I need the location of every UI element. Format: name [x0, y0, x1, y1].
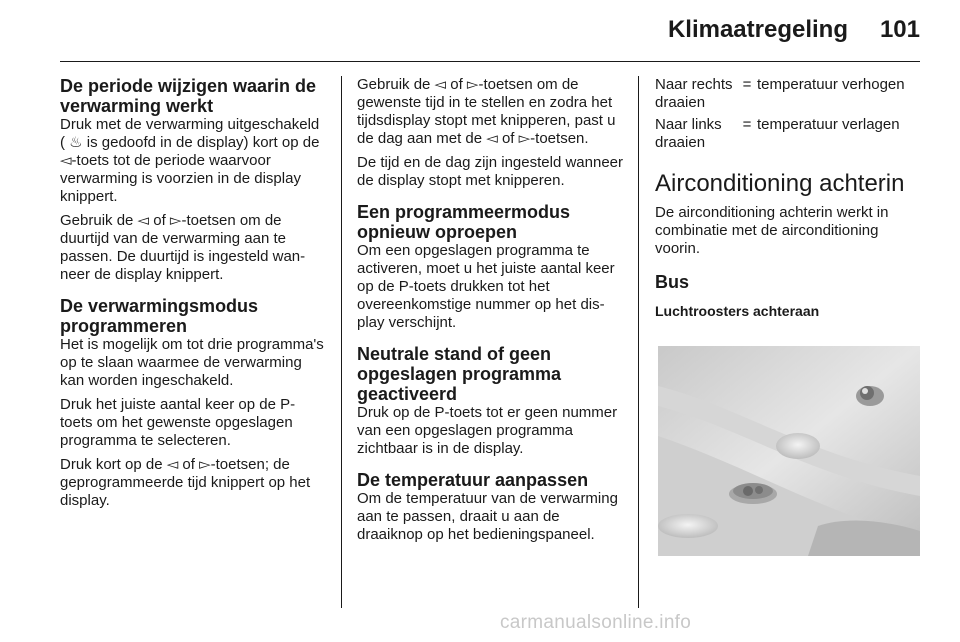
paragraph: Druk met de verwarming uitgeschakeld ( ♨ is gedoofd in de display) kort op de ◅-toets tot de periode waarvoor verwarming is voorzien in de display knippert. — [60, 116, 320, 205]
paragraph: Druk kort op de ◅ of ▻-toetsen; de geprogrammeerde tijd knippert op het display. — [60, 456, 311, 509]
watermark: carmanualsonline.info — [500, 612, 692, 633]
section-heading: De verwarmingsmodus programmeren — [60, 296, 259, 336]
subsection-heading: Bus — [655, 272, 690, 292]
paragraph: De tijd en de dag zijn ingesteld wanneer de display stopt met knipperen. — [357, 154, 624, 189]
paragraph: Om een opgeslagen programma te activeren, moet u het juiste aantal keer op de P-toets drukken tot het overeenkomstige nummer op het display verschijnt. — [357, 242, 615, 331]
table-cell: = — [742, 116, 752, 133]
column-divider — [638, 76, 639, 608]
section-heading: Airconditioning achterin — [655, 170, 905, 197]
paragraph: Druk op de P-toets tot er geen nummer van een opgeslagen programma zichtbaar is in de display. — [357, 404, 618, 457]
table-cell: Naar rechts draaien — [655, 76, 733, 111]
table-cell: temperatuur verlagen — [757, 116, 900, 133]
paragraph: Het is mogelijk om tot drie programma's op te slaan waarmee de verwarming kan worden ingeschakeld. — [60, 336, 324, 389]
table-cell: Naar links draaien — [655, 116, 722, 151]
section-heading: Neutrale stand of geen opgeslagen programma geactiveerd — [357, 344, 562, 404]
section-heading: De periode wijzigen waarin de verwarming werkt — [60, 76, 317, 116]
paragraph: Gebruik de ◅ of ▻-toetsen om de gewenste tijd in te stellen en zodra het tijdsdisplay stopt met knipperen, past u de dag aan met de ◅ of ▻-toetsen. — [357, 76, 616, 147]
table-cell: = — [742, 76, 752, 93]
page-header — [0, 0, 960, 62]
figure-caption: Luchtroosters achteraan — [655, 303, 820, 319]
table-row — [655, 76, 919, 116]
section-heading: De temperatuur aanpassen — [357, 470, 589, 490]
header-rule — [60, 61, 920, 62]
paragraph: Gebruik de ◅ of ▻-toetsen om de duurtijd van de verwarming aan te passen. De duurtijd is ingesteld wanneer de display knippert. — [60, 212, 306, 283]
paragraph: De airconditioning achterin werkt in combinatie met de airconditioning voorin. — [655, 204, 889, 257]
rear-air-vents-photo — [658, 346, 920, 556]
knob-table — [655, 76, 919, 156]
page-number: 101 — [879, 16, 920, 43]
table-cell: temperatuur verhogen — [757, 76, 905, 93]
paragraph: Om de temperatuur van de verwarming aan te passen, draait u aan de draaiknop op het bedieningspaneel. — [357, 490, 618, 543]
column-1 — [60, 76, 326, 516]
section-heading: Een programmeermodus opnieuw oproepen — [357, 202, 571, 242]
column-divider — [341, 76, 342, 608]
column-3 — [655, 76, 921, 331]
table-row — [655, 116, 919, 156]
header-title: Klimaatregeling — [667, 16, 848, 43]
column-2 — [357, 76, 623, 550]
paragraph: Druk het juiste aantal keer op de P-toets om het gewenste opgeslagen programma te selecteren. — [60, 396, 296, 449]
